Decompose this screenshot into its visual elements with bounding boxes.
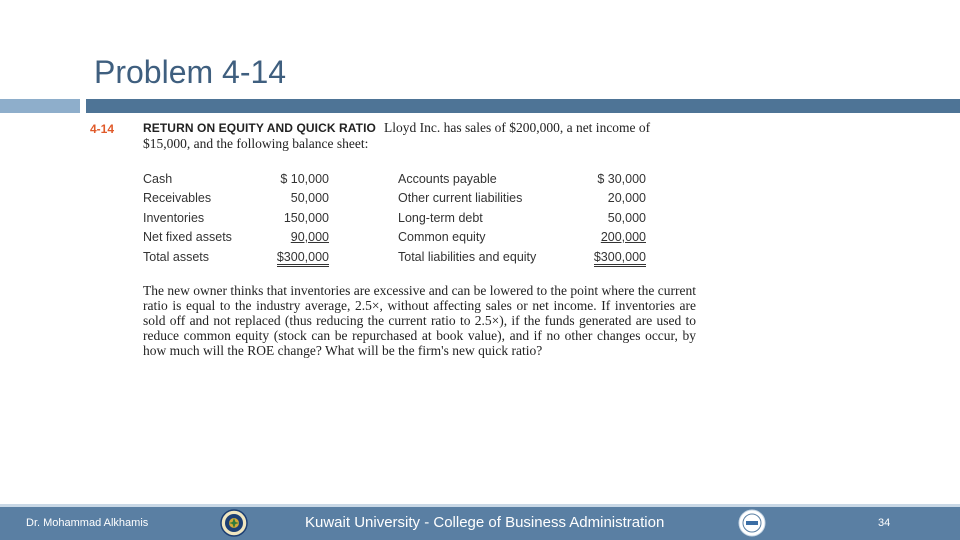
asset-label: Receivables xyxy=(143,191,212,205)
liability-value: 20,000 xyxy=(607,191,646,205)
problem-heading: RETURN ON EQUITY AND QUICK RATIO xyxy=(143,121,376,135)
asset-label: Cash xyxy=(143,172,173,186)
footer-university: Kuwait University - College of Business Administration xyxy=(305,514,665,531)
asset-value: 150,000 xyxy=(283,211,329,225)
asset-label: Total assets xyxy=(143,250,210,264)
asset-value: $300,000 xyxy=(277,250,329,267)
aacsb-accreditation-logo-icon xyxy=(737,509,767,537)
liability-label: Accounts payable xyxy=(398,172,497,186)
liability-value: 50,000 xyxy=(607,211,646,225)
asset-row xyxy=(143,211,329,229)
liability-value: $300,000 xyxy=(594,250,646,267)
liability-label: Other current liabilities xyxy=(398,191,523,205)
liability-row xyxy=(398,250,646,268)
liability-value: 200,000 xyxy=(600,230,646,244)
asset-value: 90,000 xyxy=(290,230,329,244)
liability-label: Total liabilities and equity xyxy=(398,250,537,264)
asset-row xyxy=(143,250,329,268)
liability-value: $ 30,000 xyxy=(597,172,646,186)
footer-author: Dr. Mohammad Alkhamis xyxy=(26,517,149,529)
asset-row xyxy=(143,230,329,248)
footer-page-number: 34 xyxy=(878,517,891,529)
liability-row xyxy=(398,230,646,248)
problem-question: The new owner thinks that inventories are excessive and can be lowered to the point where the current ratio is equal to the industry average, 2.5×, without affecting sales or net income. If inventories are sold off and not replaced (thus reducing the current ratio to 2.5×), if the funds generated are used to reduce common equity (stock can be repurchased at book value), and if no other changes occur, by how much will the ROE change? What will be the firm's new quick ratio? xyxy=(143,283,696,358)
asset-label: Inventories xyxy=(143,211,205,225)
problem-intro xyxy=(143,120,693,152)
liability-row xyxy=(398,172,646,190)
problem-intro-text: Lloyd Inc. has sales of $200,000, a net income of $15,000, and the following balance sheet: xyxy=(143,120,651,151)
asset-value: $ 10,000 xyxy=(280,172,329,186)
asset-label: Net fixed assets xyxy=(143,230,232,244)
kuwait-university-seal-icon xyxy=(220,509,248,537)
asset-row xyxy=(143,172,329,190)
liability-row xyxy=(398,191,646,209)
liability-label: Common equity xyxy=(398,230,486,244)
footer-bar xyxy=(0,504,960,540)
accent-bar-left xyxy=(0,99,80,113)
asset-value: 50,000 xyxy=(290,191,329,205)
liability-row xyxy=(398,211,646,229)
liability-label: Long-term debt xyxy=(398,211,483,225)
asset-row xyxy=(143,191,329,209)
problem-number: 4-14 xyxy=(90,122,115,136)
accent-bar-right xyxy=(86,99,960,113)
slide-title: Problem 4-14 xyxy=(94,54,287,90)
